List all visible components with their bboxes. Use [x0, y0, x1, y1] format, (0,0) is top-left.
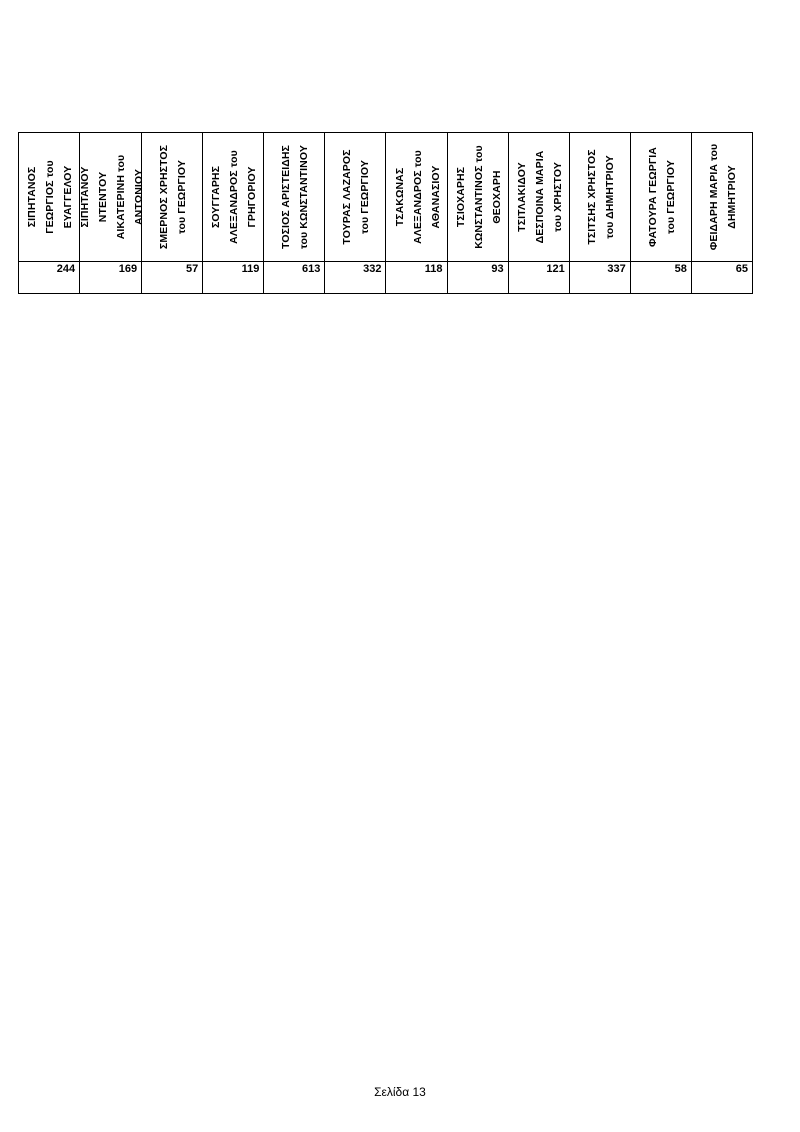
candidate-name: ΣΙΠΗΤΑΝΟΥ ΝΤΕΝΤΟΥ ΑΙΚΑΤΕΡΙΝΗ του ΑΝΤΩΝΙΟΥ: [78, 154, 145, 240]
candidate-name-cell: [569, 133, 630, 262]
candidate-name-cell: [78, 133, 145, 262]
candidate-name-cell: [508, 133, 569, 262]
vote-count-cell: 613: [264, 262, 325, 294]
candidate-name: ΦΑΤΟΥΡΑ ΓΕΩΡΓΙΑ του ΓΕΩΡΓΙΟΥ: [646, 147, 677, 247]
candidate-name: ΤΣΙΟΧΑΡΗΣ ΚΩΝΣΤΑΝΤΙΝΟΣ του ΘΕΟΧΑΡΗ: [454, 145, 503, 249]
candidate-name-cell: [447, 133, 508, 262]
candidate-name-cell: [630, 133, 691, 262]
page-number: Σελίδα 13: [374, 1085, 426, 1099]
vote-count-cell: 244: [19, 262, 80, 294]
candidate-name: ΣΟΥΓΓΑΡΗΣ ΑΛΕΞΑΝΔΡΟΣ του ΓΡΗΓΟΡΙΟΥ: [210, 150, 259, 244]
candidate-name-cell: [264, 133, 325, 262]
candidate-results-table: [18, 132, 753, 294]
vote-count-cell: 332: [325, 262, 386, 294]
candidate-name-cell: [325, 133, 386, 262]
candidate-name: ΤΟΥΡΑΣ ΛΑΖΑΡΟΣ του ΓΕΩΡΓΙΟΥ: [341, 149, 372, 245]
candidate-name-cell: [142, 133, 203, 262]
candidate-names-row: [19, 133, 753, 262]
vote-count-cell: 65: [691, 262, 752, 294]
vote-count-cell: 119: [203, 262, 264, 294]
vote-count-cell: 118: [386, 262, 447, 294]
candidate-name-cell: [19, 133, 80, 262]
vote-count-cell: 337: [569, 262, 630, 294]
candidate-name: ΤΣΑΚΩΝΑΣ ΑΛΕΞΑΝΔΡΟΣ του ΑΘΑΝΑΣΙΟΥ: [393, 150, 442, 244]
candidate-name-cell: [203, 133, 264, 262]
candidate-name: ΤΟΣΙΟΣ ΑΡΙΣΤΕΙΔΗΣ του ΚΩΝΣΤΑΝΤΙΝΟΥ: [280, 145, 311, 249]
candidate-name: ΤΣΙΤΣΗΣ ΧΡΗΣΤΟΣ του ΔΗΜΗΤΡΙΟΥ: [585, 149, 616, 245]
candidate-name: ΦΕΙΔΑΡΗ ΜΑΡΙΑ του ΔΗΜΗΤΡΙΟΥ: [707, 143, 738, 251]
vote-count-cell: 93: [447, 262, 508, 294]
vote-count-cell: 58: [630, 262, 691, 294]
vote-count-cell: 169: [80, 262, 142, 294]
vote-counts-row: [19, 262, 753, 294]
candidate-name: ΤΣΙΤΛΑΚΙΔΟΥ ΔΕΣΠΟΙΝΑ ΜΑΡΙΑ του ΧΡΗΣΤΟΥ: [515, 150, 564, 244]
vote-count-cell: 57: [142, 262, 203, 294]
candidate-name-cell: [691, 133, 752, 262]
candidate-name: ΣΜΕΡΝΟΣ ΧΡΗΣΤΟΣ του ΓΕΩΡΓΙΟΥ: [158, 144, 189, 250]
candidate-name-cell: [386, 133, 447, 262]
candidate-name: ΣΙΠΗΤΑΝΟΣ ΓΕΩΡΓΙΟΣ του ΕΥΑΓΓΕΛΟΥ: [26, 160, 75, 234]
vote-count-cell: 121: [508, 262, 569, 294]
